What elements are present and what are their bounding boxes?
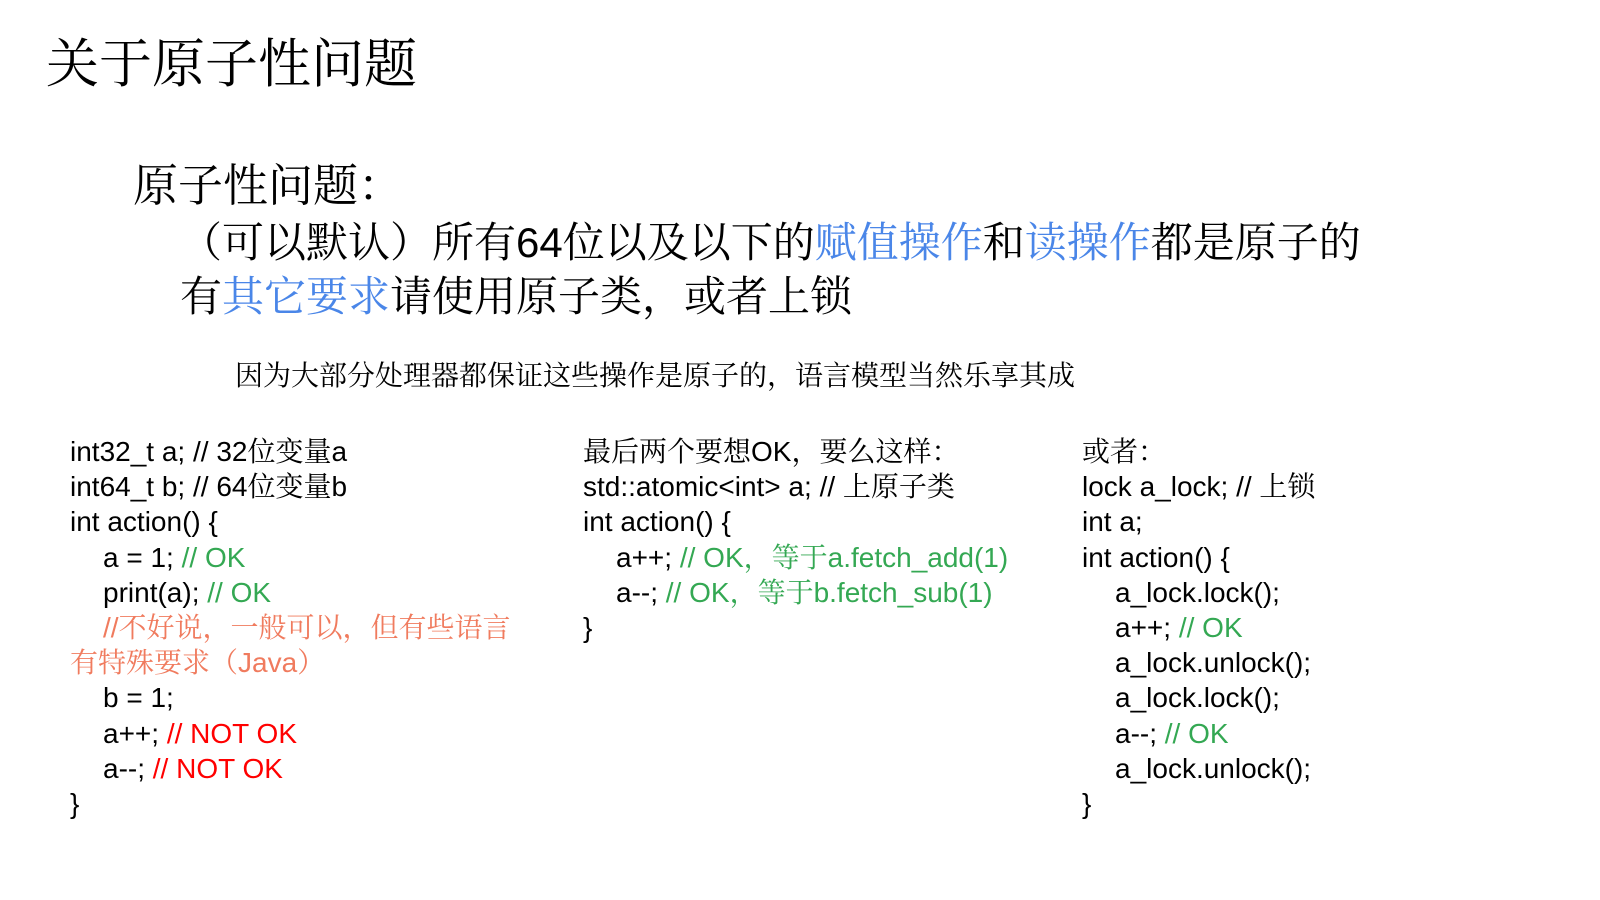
- code-line: }: [583, 611, 593, 643]
- highlight-read-ops: 读操作: [1024, 219, 1151, 266]
- code-line: a_lock.lock();: [1115, 576, 1280, 608]
- code-block-plain: [70, 434, 511, 821]
- ok-comment: // OK，等于b.fetch_sub(1): [665, 576, 993, 608]
- code-line: [70, 716, 511, 751]
- code-line: [1082, 716, 1315, 751]
- code-line: int64_t b; // 64位变量b: [70, 471, 348, 503]
- ok-comment: // OK: [207, 576, 272, 608]
- code-line: a_lock.lock();: [1115, 682, 1280, 714]
- highlight-other-requirements: 其它要求: [222, 273, 391, 320]
- code-text: a++;: [1115, 611, 1179, 643]
- code-block-atomic: [583, 434, 1008, 645]
- code-text: a--;: [1115, 717, 1165, 749]
- highlight-assignment-ops: 赋值操作: [814, 219, 983, 266]
- code-line: b = 1;: [103, 682, 174, 714]
- statement-text: 有: [180, 273, 223, 320]
- slide-title: 关于原子性问题: [46, 35, 417, 94]
- warning-comment: //不好说，一般可以，但有些语言: [103, 611, 511, 643]
- code-line: 或者：: [1082, 436, 1167, 467]
- code-line: a_lock.unlock();: [1115, 647, 1312, 679]
- code-line: }: [1082, 787, 1092, 819]
- statement-text: （可以默认）所有64位以及以下的: [180, 219, 815, 266]
- note-text: 因为大部分处理器都保证这些操作是原子的，语言模型当然乐享其成: [235, 360, 1076, 391]
- code-text: print(a);: [103, 576, 208, 608]
- code-line: std::atomic<int> a; // 上原子类: [583, 471, 955, 503]
- code-line: int action() {: [70, 506, 218, 538]
- code-line: [583, 575, 1008, 610]
- code-line: [70, 575, 511, 610]
- code-line: a_lock.unlock();: [1115, 752, 1312, 784]
- code-block-lock: [1082, 434, 1315, 821]
- warning-comment: 有特殊要求（Java）: [70, 647, 326, 679]
- ok-comment: // OK: [181, 541, 246, 573]
- code-text: a++;: [616, 541, 680, 573]
- code-line: [1082, 610, 1315, 645]
- code-line: lock a_lock; // 上锁: [1082, 471, 1316, 503]
- code-line: [70, 540, 511, 575]
- ok-comment: // OK，等于a.fetch_add(1): [679, 541, 1009, 573]
- ok-comment: // OK: [1178, 611, 1243, 643]
- code-line: int action() {: [583, 506, 731, 538]
- code-line: }: [70, 787, 80, 819]
- statement-line-2: [180, 270, 852, 324]
- code-text: a--;: [616, 576, 666, 608]
- code-text: a = 1;: [103, 541, 182, 573]
- statement-line-1: [180, 216, 1361, 270]
- statement-text: 请使用原子类，或者上锁: [390, 273, 853, 320]
- subheading: 原子性问题：: [133, 160, 404, 211]
- code-text: a++;: [103, 717, 167, 749]
- code-line: [70, 751, 511, 786]
- code-line: 最后两个要想OK，要么这样：: [583, 436, 960, 467]
- statement-text: 都是原子的: [1150, 219, 1361, 266]
- code-line: int a;: [1082, 506, 1143, 538]
- code-line: int32_t a; // 32位变量a: [70, 436, 348, 467]
- statement-text: 和: [982, 219, 1025, 266]
- code-line: [583, 540, 1008, 575]
- code-text: a--;: [103, 752, 153, 784]
- code-line: int action() {: [1082, 541, 1230, 573]
- not-ok-comment: // NOT OK: [152, 752, 283, 784]
- ok-comment: // OK: [1164, 717, 1229, 749]
- not-ok-comment: // NOT OK: [166, 717, 298, 749]
